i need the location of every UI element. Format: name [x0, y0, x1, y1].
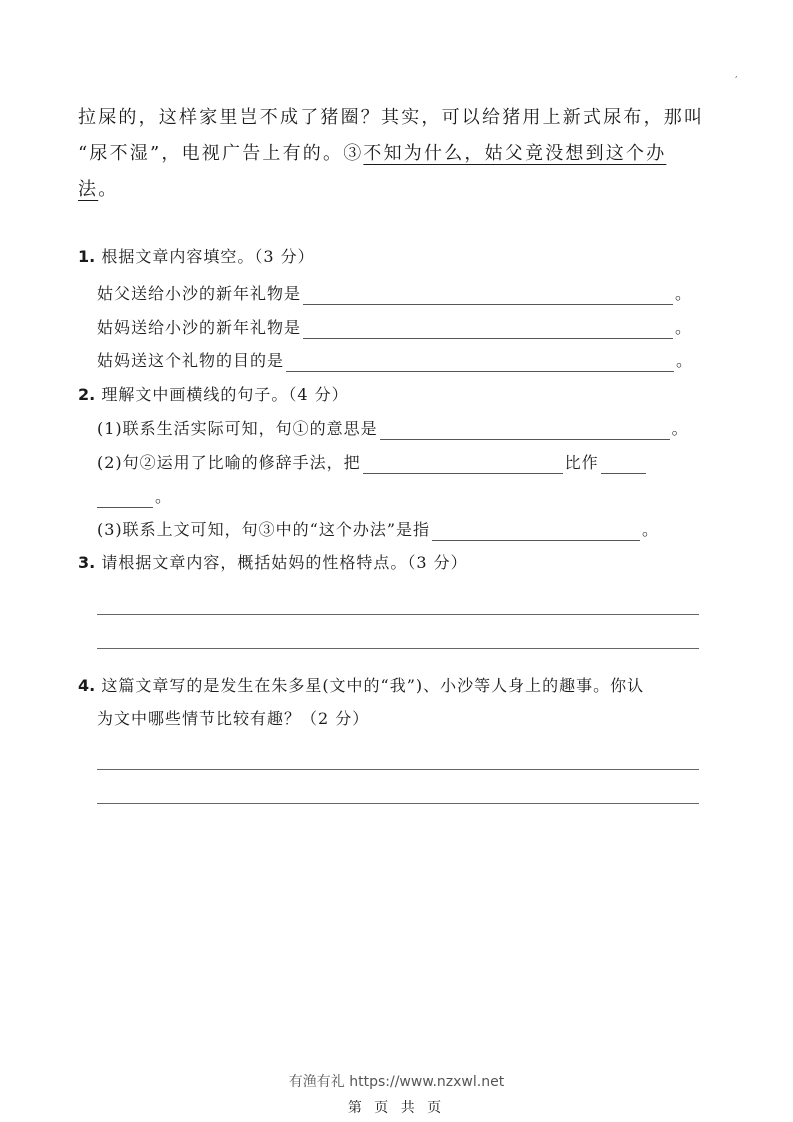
- q2-item-3: [97, 519, 659, 541]
- answer-blank[interactable]: [303, 320, 673, 339]
- question-number: 4.: [78, 676, 96, 695]
- question-prompt: 理解文中画横线的句子。（4 分）: [101, 385, 349, 404]
- q2-item-2: [97, 452, 648, 474]
- fill-end: 。: [675, 318, 693, 337]
- question-4: [78, 675, 644, 697]
- sentence-3-marker: ③: [343, 143, 364, 164]
- underlined-sentence-3-end: 法: [78, 179, 99, 200]
- answer-blank[interactable]: [303, 286, 673, 305]
- fill-prompt: 姑父送给小沙的新年礼物是: [97, 284, 302, 303]
- answer-blank[interactable]: [286, 353, 674, 372]
- answer-blank[interactable]: [363, 455, 563, 474]
- passage-line-1: 拉屎的，这样家里岂不成了猪圈？其实，可以给猪用上新式尿布，那叫: [78, 107, 705, 128]
- answer-blank[interactable]: [601, 455, 646, 474]
- answer-line[interactable]: [97, 769, 699, 770]
- fill-prompt: 姑妈送给小沙的新年礼物是: [97, 318, 302, 337]
- passage-line-2: “尿不湿”，电视广告上有的。: [78, 143, 344, 164]
- footer-page-number: 第 页 共 页: [347, 1100, 446, 1116]
- question-4-cont: [97, 708, 369, 730]
- footer-site: 有渔有礼 https://www.nzxwl.net: [288, 1074, 505, 1090]
- question-number: 3.: [78, 553, 96, 572]
- q1-item-1: [97, 283, 692, 305]
- passage-period: 。: [98, 179, 119, 200]
- q2-item-2-cont: [97, 486, 172, 508]
- question-prompt: 请根据文章内容，概括姑妈的性格特点。（3 分）: [101, 553, 468, 572]
- question-2: [78, 384, 349, 406]
- fill-mid: 比作: [564, 453, 599, 472]
- fill-prompt: (3)联系上文可知，句③中的“这个办法”是指: [97, 520, 431, 539]
- corner-mark: ,: [735, 70, 738, 79]
- question-number: 1.: [78, 247, 96, 266]
- answer-line[interactable]: [97, 803, 699, 804]
- fill-end: 。: [155, 487, 173, 506]
- q1-item-2: [97, 317, 692, 339]
- answer-blank[interactable]: [432, 522, 640, 541]
- underlined-sentence-3: 不知为什么，姑父竟没想到这个办: [363, 143, 667, 164]
- fill-prompt: (2)句②运用了比喻的修辞手法，把: [97, 453, 361, 472]
- question-prompt: 这篇文章写的是发生在朱多星(文中的“我”)、小沙等人身上的趣事。你认: [101, 676, 645, 695]
- answer-line[interactable]: [97, 614, 699, 615]
- answer-blank[interactable]: [97, 489, 153, 508]
- question-3: [78, 552, 468, 574]
- fill-end: 。: [675, 284, 693, 303]
- question-prompt-cont: 为文中哪些情节比较有趣？（2 分）: [97, 709, 370, 728]
- answer-line[interactable]: [97, 648, 699, 649]
- fill-end: 。: [676, 351, 694, 370]
- fill-prompt: 姑妈送这个礼物的目的是: [97, 351, 285, 370]
- question-1: [78, 246, 315, 268]
- question-number: 2.: [78, 385, 96, 404]
- fill-end: 。: [642, 520, 660, 539]
- question-prompt: 根据文章内容填空。（3 分）: [101, 247, 315, 266]
- q1-item-3: [97, 350, 693, 372]
- q2-item-1: [97, 418, 689, 440]
- fill-end: 。: [671, 419, 689, 438]
- fill-prompt: (1)联系生活实际可知，句①的意思是: [97, 419, 378, 438]
- answer-blank[interactable]: [380, 421, 670, 440]
- passage-excerpt: [78, 100, 718, 208]
